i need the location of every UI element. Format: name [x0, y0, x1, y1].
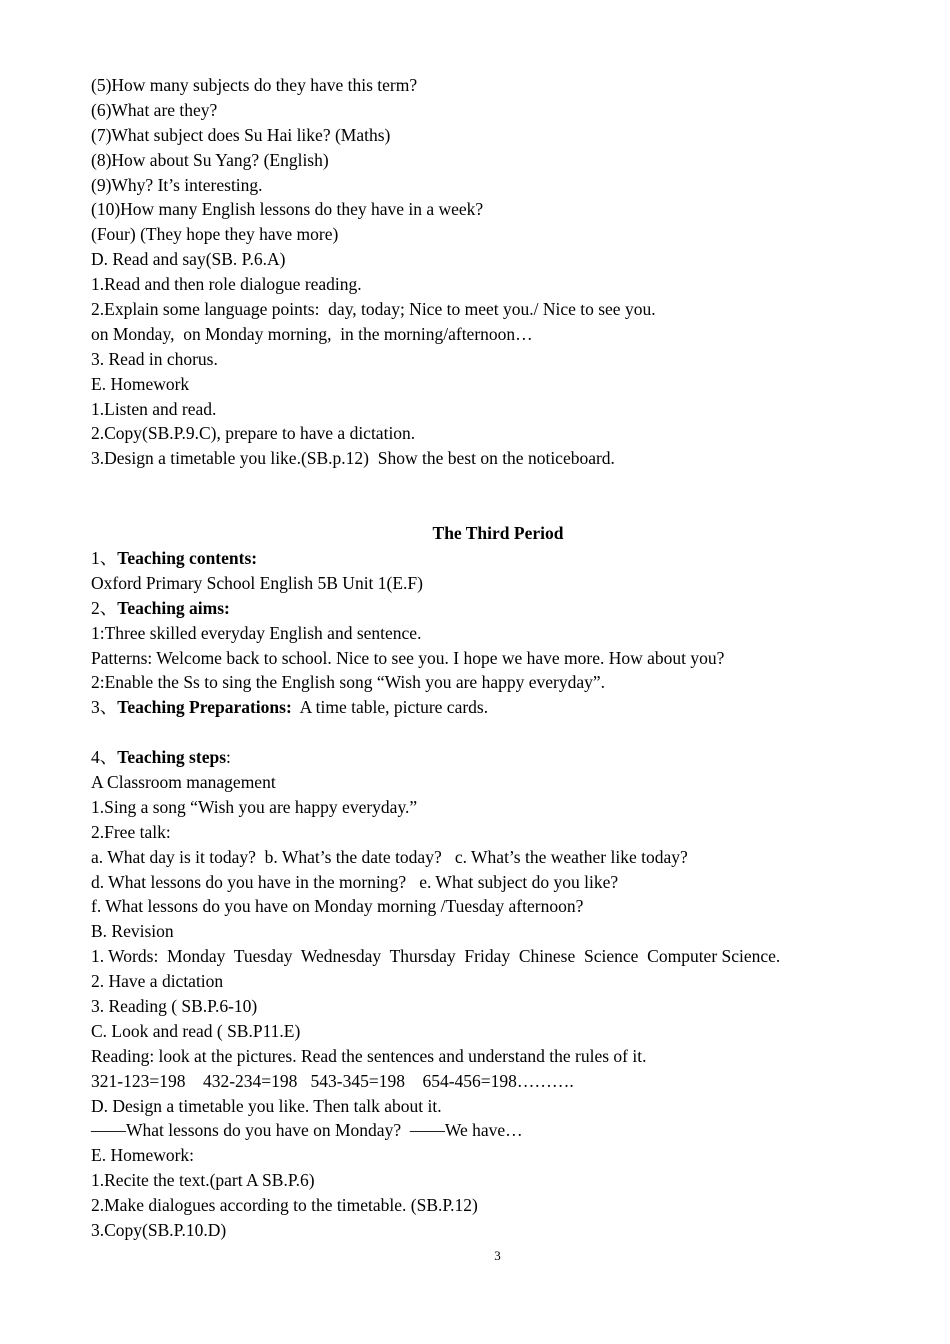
text-line: B. Revision	[91, 921, 174, 942]
text-line: (10)How many English lessons do they have in a week?	[91, 199, 484, 220]
section-title: The Third Period	[432, 523, 564, 544]
text-line: E. Homework:	[91, 1145, 195, 1166]
teaching-aims-heading	[91, 596, 871, 621]
steps-list	[91, 770, 871, 1243]
text-line: A Classroom management	[91, 771, 276, 792]
text-line: 2.Explain some language points: day, today; Nice to meet you./ Nice to see you.	[91, 299, 656, 320]
text-line: 1:Three skilled everyday English and sentence.	[91, 622, 422, 643]
spacer	[91, 471, 871, 521]
text-line: C. Look and read ( SB.P11.E)	[91, 1020, 301, 1041]
text-line: 1.Read and then role dialogue reading.	[91, 274, 362, 295]
page-number: 3	[494, 1248, 501, 1263]
heading-label: Teaching Preparations:	[117, 697, 292, 718]
document-body	[91, 73, 871, 1243]
text-line: 1. Words: Monday Tuesday Wednesday Thursday Friday Chinese Science Computer Science.	[91, 946, 781, 967]
text-line: (Four) (They hope they have more)	[91, 224, 339, 245]
text-line: on Monday, on Monday morning, in the morning/afternoon…	[91, 323, 533, 344]
text-line: (9)Why? It’s interesting.	[91, 174, 263, 195]
heading-text: A time table, picture cards.	[291, 697, 489, 718]
text-line: E. Homework	[91, 373, 190, 394]
heading-number: 1、	[91, 547, 118, 568]
text-line: f. What lessons do you have on Monday morning /Tuesday afternoon?	[91, 896, 584, 917]
text-line: 321-123=198 432-234=198 543-345=198 654-456=198……….	[91, 1070, 574, 1091]
text-line: 2:Enable the Ss to sing the English song “Wish you are happy everyday”.	[91, 672, 605, 693]
text-line: 2.Make dialogues according to the timetable. (SB.P.12)	[91, 1195, 478, 1216]
text-line: 2. Have a dictation	[91, 971, 224, 992]
heading-number: 2、	[91, 597, 118, 618]
text-line: d. What lessons do you have in the morning? e. What subject do you like?	[91, 871, 619, 892]
text-line: 1.Sing a song “Wish you are happy everyday.”	[91, 796, 418, 817]
text-line: 2.Free talk:	[91, 821, 171, 842]
question-list	[91, 73, 871, 471]
text-line: 3. Reading ( SB.P.6-10)	[91, 995, 258, 1016]
text-line: 3.Design a timetable you like.(SB.p.12) Show the best on the noticeboard.	[91, 448, 615, 469]
text-line: (7)What subject does Su Hai like? (Maths)	[91, 124, 391, 145]
text-line: D. Design a timetable you like. Then talk about it.	[91, 1095, 442, 1116]
text-line: 3.Copy(SB.P.10.D)	[91, 1219, 227, 1240]
heading-number: 4、	[91, 747, 118, 768]
heading-label: Teaching contents:	[117, 547, 258, 568]
teaching-contents-heading	[91, 546, 871, 571]
teaching-preparations-heading	[91, 695, 871, 720]
text-line: 1.Listen and read.	[91, 398, 217, 419]
text-line: a. What day is it today? b. What’s the date today? c. What’s the weather like today?	[91, 846, 688, 867]
heading-colon: :	[226, 747, 231, 768]
spacer	[91, 720, 871, 745]
text-line: (5)How many subjects do they have this term?	[91, 75, 418, 95]
text-line: Patterns: Welcome back to school. Nice to see you. I hope we have more. How about you?	[91, 647, 725, 668]
text-line: Reading: look at the pictures. Read the sentences and understand the rules of it.	[91, 1045, 647, 1066]
text-line: Oxford Primary School English 5B Unit 1(E.F)	[91, 572, 423, 593]
text-line: 3. Read in chorus.	[91, 348, 218, 369]
heading-label: Teaching steps	[117, 747, 227, 768]
text-line: ——What lessons do you have on Monday? ——We have…	[91, 1120, 523, 1141]
text-line: 2.Copy(SB.P.9.C), prepare to have a dictation.	[91, 423, 416, 444]
text-line: 1.Recite the text.(part A SB.P.6)	[91, 1170, 315, 1191]
heading-label: Teaching aims:	[117, 597, 230, 618]
teaching-steps-heading	[91, 745, 871, 770]
text-line: D. Read and say(SB. P.6.A)	[91, 249, 286, 270]
text-line: (8)How about Su Yang? (English)	[91, 149, 329, 170]
heading-number: 3、	[91, 697, 118, 718]
text-line: (6)What are they?	[91, 99, 218, 120]
